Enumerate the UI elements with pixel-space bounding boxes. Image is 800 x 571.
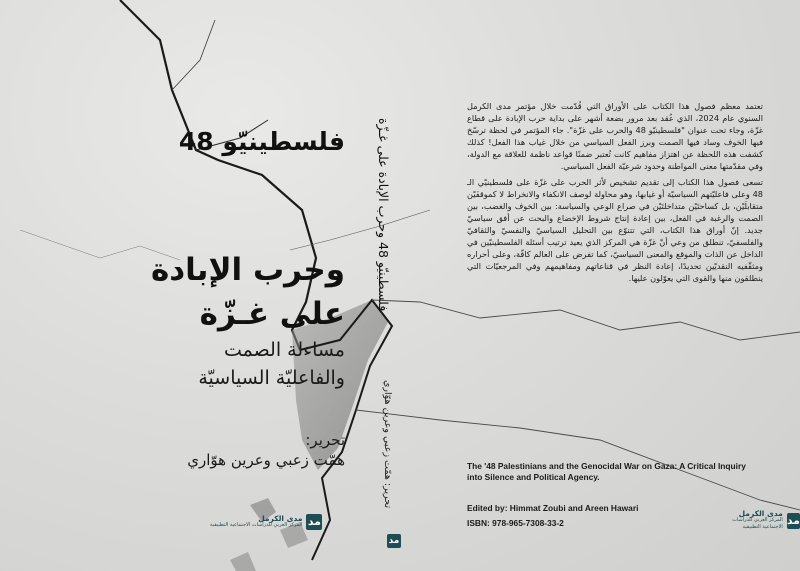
spine-editors: تحرير: همّت زعبي وعرين هوّاري — [382, 380, 393, 509]
book-title-line-2: على غـزّة — [199, 296, 345, 332]
publisher-logo-text — [210, 515, 302, 529]
spine-title: فلسطينيّو 48 وحرب الإبادة على غـزّة — [376, 118, 391, 312]
publisher-subtitle-back: المركز العربي للدراسات الاجتماعية التطبيقية — [732, 517, 783, 530]
book-subtitle — [45, 336, 345, 392]
book-title-line-1: وحرب الإبادة — [150, 252, 345, 288]
book-subtitle-line-2: والفاعليّة السياسيّة — [198, 367, 345, 389]
publisher-logo-text-back — [712, 510, 783, 531]
publisher-name-back: مدى الكرمل — [738, 509, 783, 518]
publisher-logo-front — [210, 514, 322, 530]
editors-label: تحرير: — [305, 431, 345, 449]
blurb-paragraph-1: تعتمد معظم فصول هذا الكتاب على الأوراق التي قُدّمت خلال مؤتمر مدى الكرمل السنوي عام 2024، الذي عُقد بعد مرور بضعة أشهر على بداية حرب الإبادة على قطاع غزّة، وجاء تحت عنوان "فلسطينيّو 48 والحرب على غزّة". جاء المؤتمر في لحظة ترسّخ فيها الخوف وساد فيها الصمت وبرز الفعل السياسي من خلال غياب هذا الفعل! كذلك كشفت هذه اللحظة عن اهتزاز مفاهيم كانت تُعتبر ضمنًا قواعد ناظمة للعلاقة مع الدولة، وفي مقدّمتها معنى المواطنة وحدود شرعيّة الفعل السياسي. — [467, 101, 764, 172]
book-subtitle-line-1: مساءلة الصمت — [223, 339, 345, 361]
series-title: فلسطينيّو 48 — [178, 127, 345, 156]
english-editors: Edited by: Himmat Zoubi and Areen Hawari — [467, 503, 639, 513]
publisher-name: مدى الكرمل — [258, 514, 303, 523]
blurb-paragraph-2: تسعى فصول هذا الكتاب إلى تقديم تشخيص لأثر الحرب على غزّة على فلسطينيّي الـ 48 وعلى فاعليّتهم السياسيّة أو غيابها، وهو محاولة لوصف الانكفاء والانخراط لا كموقفَيْن متقابلَيْن، بل كساحتَيْن متداخلتَيْن في صراع الوعي والسياسة: بين الخوف والغضب، بين الصمت والرغبة في الفعل، بين إعادة إنتاج شروط الإخضاع والبحث عن أفق سياسيّ جديد. إنّ أوراق هذا الكتاب، التي تتنوّع بين التحليل السياسيّ والنفسيّ والثقافيّ والفلسفيّ، تنطلق من وعي أنّ غزّة هي المركز الذي يعيد ترتيب أسئلة الفلسطينيّين في الداخل عن الذات والموقع والمعنى السياسيّ، كما تفرض على العالم كافّة، وعلى أحراره ومثقّفيه النقديّين تحديدًا، إعادة النظر في قناعاتهم ومفاهيمهم وفي المرجعيّات التي ينطلقون منها والقوى التي يعوّلون عليها. — [467, 176, 763, 284]
isbn: ISBN: 978-965-7308-33-2 — [467, 518, 564, 528]
book-title — [45, 248, 345, 336]
editors-names: همّت زعبي وعرين هوّاري — [187, 451, 345, 469]
english-title: The '48 Palestinians and the Genocidal War on Gaza: A Critical Inquiry into Silence and Political Agency. — [467, 461, 746, 482]
publisher-mark-icon-back: ﻣﺪ — [786, 513, 800, 527]
publisher-logo-back — [712, 510, 800, 531]
publisher-subtitle: المركز العربي للدراسات الاجتماعية التطبيقية — [210, 522, 303, 528]
publisher-mark-icon: ﻣﺪ — [307, 515, 321, 528]
back-cover-blurb — [467, 100, 763, 287]
spine-publisher-mark-icon: ﻣﺪ — [388, 536, 400, 546]
